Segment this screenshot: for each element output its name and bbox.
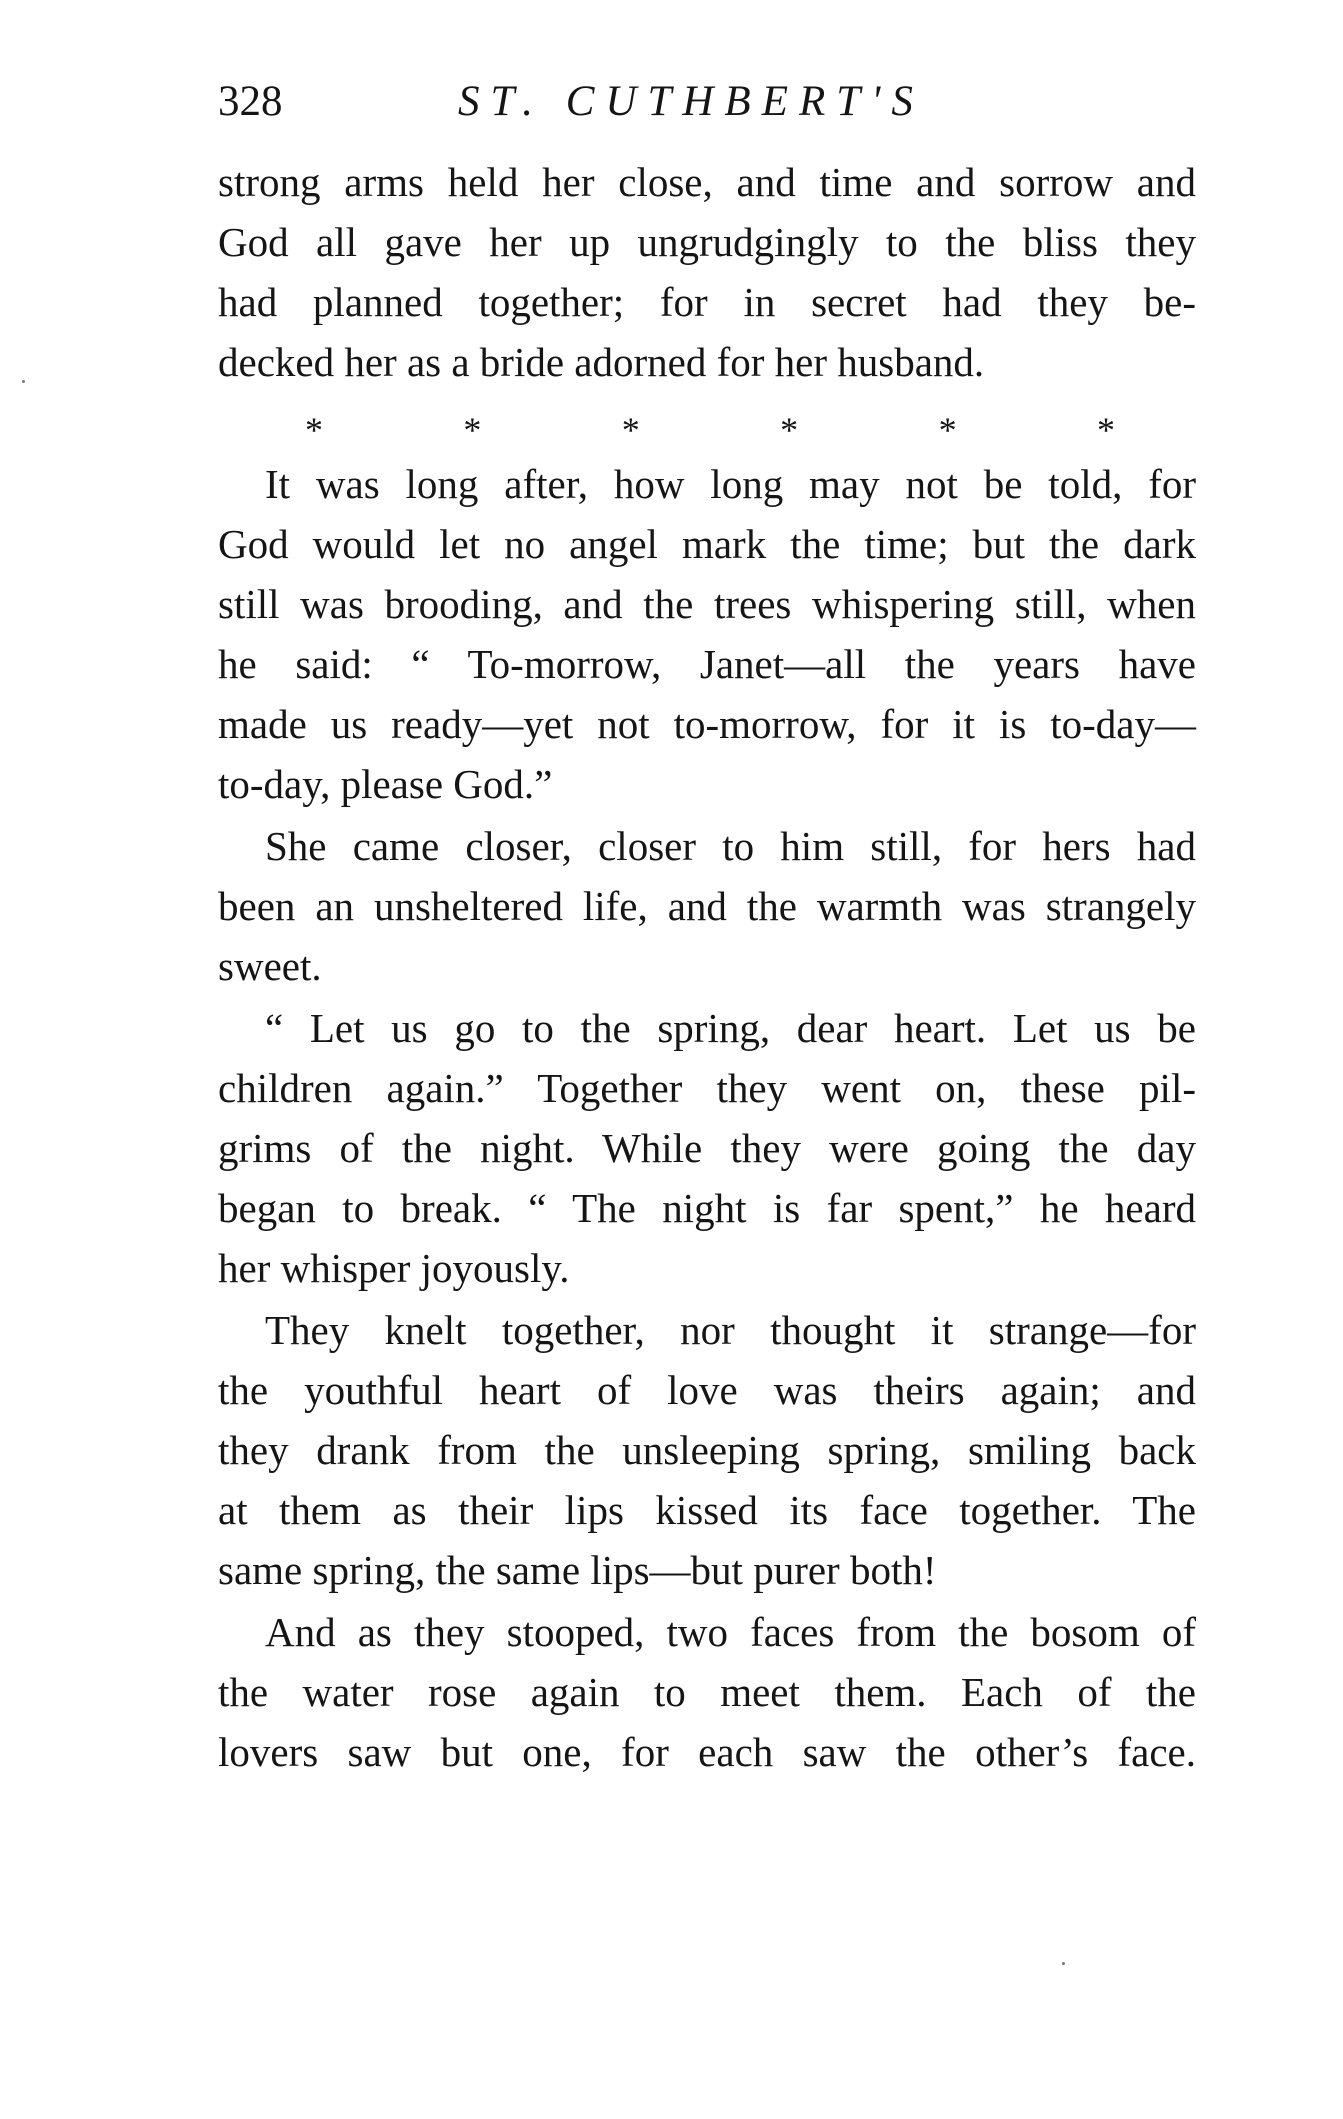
text-line: the water rose again to meet them. Each of the (218, 1669, 1196, 1715)
paper-speck (1062, 1962, 1065, 1965)
text-line: her whisper joyously. (218, 1245, 570, 1291)
text-line: grims of the night. While they were going the day (218, 1125, 1196, 1171)
separator-star: * (621, 410, 640, 450)
text-line: God all gave her up ungrudgingly to the bliss they (218, 219, 1196, 265)
text-line: lovers saw but one, for each saw the other’s face. (218, 1729, 1196, 1775)
separator-star: * (463, 410, 482, 450)
separator-star: * (1096, 410, 1115, 450)
text-line: began to break. “ The night is far spent,” he heard (218, 1185, 1196, 1231)
paper-speck (22, 380, 25, 383)
text-line: It was long after, how long may not be told, for (265, 461, 1196, 507)
text-line: made us ready—yet not to-morrow, for it is to-day— (218, 701, 1196, 747)
text-line: at them as their lips kissed its face together. The (218, 1487, 1196, 1533)
separator-star: * (938, 410, 957, 450)
text-line: been an unsheltered life, and the warmth was strangely (218, 883, 1196, 929)
text-line: same spring, the same lips—but purer both! (218, 1547, 937, 1593)
separator-star: * (305, 410, 323, 450)
page-number: 328 (218, 78, 283, 125)
section-separator (305, 406, 1115, 454)
text-line: they drank from the unsleeping spring, smiling back (218, 1427, 1196, 1473)
text-line: God would let no angel mark the time; but the dark (218, 521, 1196, 567)
text-line: decked her as a bride adorned for her husband. (218, 339, 985, 385)
text-line: She came closer, closer to him still, for hers had (265, 823, 1196, 869)
text-line: the youthful heart of love was theirs again; and (218, 1367, 1196, 1413)
text-line: had planned together; for in secret had they be- (218, 279, 1196, 325)
running-head (218, 72, 1198, 132)
text-line: he said: “ To-morrow, Janet—all the years have (218, 641, 1196, 687)
text-line: “ Let us go to the spring, dear heart. Let us be (265, 1005, 1196, 1051)
separator-star: * (780, 410, 799, 450)
text-line: to-day, please God.” (218, 761, 553, 807)
text-line: children again.” Together they went on, these pil- (218, 1065, 1196, 1111)
text-line: And as they stooped, two faces from the bosom of (265, 1609, 1196, 1655)
text-line: They knelt together, nor thought it strange—for (265, 1307, 1196, 1353)
text-line: strong arms held her close, and time and sorrow and (218, 159, 1196, 205)
text-line: sweet. (218, 943, 322, 989)
text-line: still was brooding, and the trees whispering still, when (218, 581, 1196, 627)
running-title: ST. CUTHBERT'S (458, 78, 924, 125)
